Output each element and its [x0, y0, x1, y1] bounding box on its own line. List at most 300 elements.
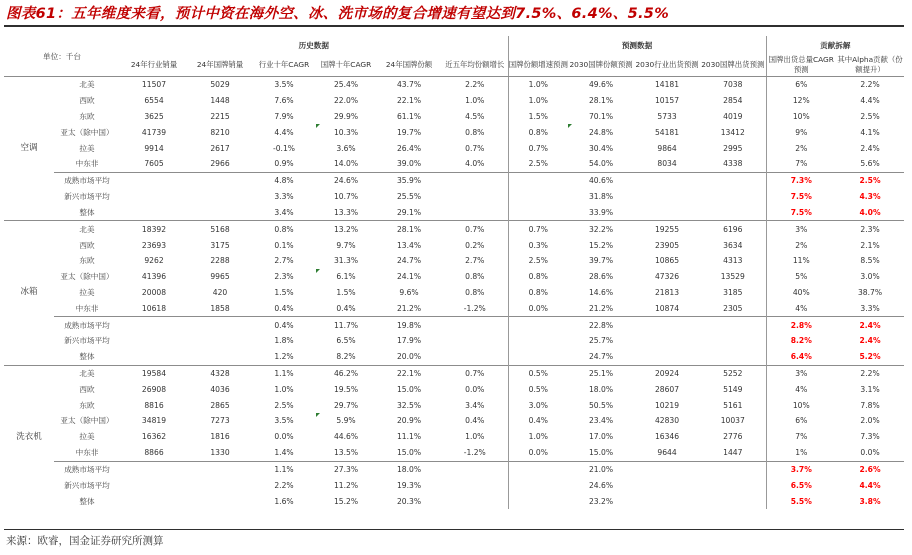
table-cell: 9644: [657, 448, 677, 458]
table-cell: 54181: [654, 127, 680, 137]
table-cell: 9%: [766, 124, 836, 140]
table-cell: 16346: [654, 432, 680, 442]
table-cell: 28.1%: [588, 96, 614, 106]
table-cell: 1.4%: [274, 448, 294, 458]
table-cell: 14.6%: [588, 287, 614, 297]
table-cell: 11.2%: [333, 480, 359, 490]
table-cell: 2.4%: [860, 143, 880, 153]
table-cell: 3.4%: [465, 400, 485, 410]
table-cell: 0.5%: [508, 381, 568, 397]
table-cell: 2.8%: [766, 317, 836, 333]
table-cell: 24.7%: [588, 352, 614, 362]
table-cell: 3.5%: [252, 77, 316, 93]
table-cell: 10%: [766, 397, 836, 413]
table-cell: 10618: [141, 303, 167, 313]
table-cell: 35.9%: [376, 172, 442, 188]
table-cell: 2.4%: [859, 336, 881, 346]
table-cell: 7%: [766, 156, 836, 172]
table-cell: [700, 189, 766, 205]
table-cell: 39.7%: [588, 256, 614, 266]
table-cell: 30.4%: [588, 143, 614, 153]
table-cell: 7273: [210, 416, 230, 426]
table-cell: 7038: [700, 77, 766, 93]
table-cell: 15.0%: [588, 448, 614, 458]
table-cell: 5161: [723, 400, 743, 410]
table-cell: 40%: [766, 285, 836, 301]
table-cell: -1.2%: [463, 303, 486, 313]
table-row: [4, 365, 904, 381]
table-cell: 4036: [210, 384, 230, 394]
table-cell: [188, 189, 252, 205]
table-cell: 0.4%: [252, 317, 316, 333]
table-cell: 2.5%: [836, 172, 904, 188]
table-cell: [508, 477, 568, 493]
table-cell: 14.0%: [333, 159, 359, 169]
table-cell: 0.8%: [252, 221, 316, 237]
table-cell: 10037: [720, 416, 745, 426]
table-cell: 22.1%: [396, 96, 422, 106]
table-cell: [700, 172, 766, 188]
table-cell: 6.1%: [316, 269, 376, 285]
table-cell: 2.4%: [836, 317, 904, 333]
table-cell: 5252: [700, 365, 766, 381]
table-cell: [634, 172, 700, 188]
table-cell: 0.5%: [508, 365, 568, 381]
region-label: 中东非: [75, 159, 99, 169]
table-cell: 4.0%: [465, 159, 485, 169]
table-cell: 2.0%: [860, 416, 880, 426]
region-label: 拉美: [79, 287, 95, 297]
table-cell: 0.7%: [442, 365, 508, 381]
table-cell: 4328: [188, 365, 252, 381]
table-cell: 20008: [141, 287, 167, 297]
title-rule: [4, 25, 904, 27]
summary-row: [4, 493, 904, 509]
table-cell: 2995: [723, 143, 743, 153]
region-label: 亚太（除中国）: [60, 272, 114, 282]
table-cell: 1.5%: [274, 287, 294, 297]
table-cell: 1.0%: [465, 432, 485, 442]
table-cell: 40.6%: [568, 172, 634, 188]
table-cell: 1330: [210, 448, 230, 458]
table-cell: 70.1%: [588, 112, 614, 122]
table-cell: [442, 317, 508, 333]
table-cell: 42830: [654, 416, 680, 426]
table-cell: 1.0%: [508, 77, 568, 93]
table-cell: 21.0%: [568, 461, 634, 477]
table-cell: 19.7%: [396, 127, 422, 137]
table-cell: 23693: [141, 240, 167, 250]
table-cell: 0.9%: [274, 159, 294, 169]
table-cell: 6%: [766, 77, 836, 93]
table-cell: [442, 493, 508, 509]
table-cell: 29.9%: [333, 112, 359, 122]
table-cell: 3.4%: [274, 207, 294, 217]
region-label: 北美: [54, 365, 120, 381]
table-cell: 10.3%: [316, 124, 376, 140]
table-cell: 18392: [120, 221, 188, 237]
table-cell: [120, 461, 188, 477]
table-cell: 2854: [723, 96, 743, 106]
table-cell: 12%: [766, 93, 836, 109]
table-cell: 39.0%: [396, 159, 422, 169]
table-cell: 24.1%: [396, 272, 422, 282]
table-row: [4, 413, 904, 429]
table-cell: 1.5%: [508, 109, 568, 125]
summary-row: [4, 189, 904, 205]
table-cell: -0.1%: [272, 143, 296, 153]
table-cell: [508, 333, 568, 349]
table-cell: 3.3%: [860, 303, 880, 313]
category-label: 空调: [4, 77, 54, 221]
table-cell: 3.1%: [860, 384, 880, 394]
table-cell: 11.7%: [316, 317, 376, 333]
table-cell: 15.0%: [396, 384, 422, 394]
table-cell: 2%: [766, 237, 836, 253]
table-cell: 1.0%: [508, 429, 568, 445]
column-header: 近五年均份额增长: [442, 54, 508, 77]
group-header-historical: 历史数据: [298, 40, 329, 50]
table-cell: 33.9%: [588, 207, 614, 217]
region-label: 西欧: [79, 96, 95, 106]
table-cell: 7.5%: [766, 189, 836, 205]
table-row: [4, 221, 904, 237]
table-cell: 28.6%: [588, 272, 614, 282]
table-cell: 2.5%: [508, 156, 568, 172]
table-cell: 4.4%: [860, 96, 880, 106]
table-cell: 19.8%: [376, 317, 442, 333]
region-label: 拉美: [79, 143, 95, 153]
table-cell: 20.9%: [396, 416, 422, 426]
table-row: [4, 445, 904, 461]
table-cell: 20.0%: [396, 352, 422, 362]
table-cell: 0.8%: [465, 272, 485, 282]
table-cell: [188, 172, 252, 188]
table-cell: 26.4%: [396, 143, 422, 153]
table-cell: 19255: [634, 221, 700, 237]
table-cell: 10.7%: [333, 192, 359, 202]
table-cell: 13.3%: [333, 207, 359, 217]
table-cell: 0.1%: [274, 240, 294, 250]
table-cell: 9262: [144, 256, 164, 266]
table-cell: 8816: [144, 400, 164, 410]
table-cell: 0.0%: [274, 432, 294, 442]
table-cell: 44.6%: [333, 432, 359, 442]
table-cell: 5029: [188, 77, 252, 93]
table-cell: 1448: [210, 96, 230, 106]
table-cell: [442, 172, 508, 188]
table-cell: 1447: [723, 448, 743, 458]
region-label: 北美: [54, 77, 120, 93]
table-cell: 0.7%: [442, 221, 508, 237]
table-cell: [120, 477, 188, 493]
table-cell: 0.0%: [508, 300, 568, 316]
table-cell: 13.2%: [316, 221, 376, 237]
table-row: [4, 93, 904, 109]
table-cell: 31.8%: [588, 192, 614, 202]
table-cell: 3.8%: [859, 496, 881, 506]
category-label: 洗衣机: [4, 365, 54, 509]
table-cell: [634, 477, 700, 493]
table-cell: 1858: [210, 303, 230, 313]
table-cell: 4.3%: [859, 192, 881, 202]
table-cell: 22.1%: [376, 365, 442, 381]
table-cell: 3.5%: [274, 416, 294, 426]
table-cell: 0.0%: [508, 445, 568, 461]
table-cell: [634, 333, 700, 349]
table-row: [4, 156, 904, 172]
table-cell: 3.0%: [508, 397, 568, 413]
summary-label: 成熟市场平均: [54, 172, 120, 188]
table-cell: [188, 349, 252, 365]
table-cell: 23.2%: [588, 496, 614, 506]
column-header: 2030行业出货预测: [634, 54, 700, 77]
table-cell: 2.7%: [465, 256, 485, 266]
table-cell: 2776: [723, 432, 743, 442]
table-cell: 5149: [723, 384, 743, 394]
table-cell: 29.1%: [396, 207, 422, 217]
summary-label: 新兴市场平均: [64, 480, 110, 490]
table-cell: 0.4%: [508, 413, 568, 429]
table-cell: 0.8%: [465, 287, 485, 297]
summary-row: [4, 349, 904, 365]
group-header-contribution: 贡献拆解: [766, 36, 904, 54]
table-cell: 5.2%: [859, 352, 881, 362]
table-cell: 4338: [723, 159, 743, 169]
table-cell: [442, 349, 508, 365]
table-cell: 0.7%: [465, 143, 485, 153]
region-label: 东欧: [79, 400, 95, 410]
table-cell: 4%: [766, 381, 836, 397]
table-cell: 54.0%: [588, 159, 614, 169]
table-cell: 1.6%: [274, 496, 294, 506]
table-cell: 21813: [654, 287, 680, 297]
table-cell: 8866: [144, 448, 164, 458]
table-cell: 4313: [723, 256, 743, 266]
table-cell: 0.2%: [465, 240, 485, 250]
source-rule: [4, 529, 904, 530]
table-cell: 10219: [654, 400, 680, 410]
table-cell: 7%: [766, 429, 836, 445]
summary-row: [4, 333, 904, 349]
table-cell: 8.2%: [336, 352, 356, 362]
table-cell: 5.6%: [860, 159, 880, 169]
region-label: 西欧: [79, 384, 95, 394]
table-cell: 3.7%: [766, 461, 836, 477]
table-row: [4, 253, 904, 269]
table-cell: 3634: [723, 240, 743, 250]
region-label: 亚太（除中国）: [60, 416, 114, 426]
table-cell: [508, 205, 568, 221]
table-cell: 21.2%: [396, 303, 422, 313]
table-cell: 18.0%: [588, 384, 614, 394]
summary-label: 整体: [79, 207, 95, 217]
table-cell: [634, 205, 700, 221]
table-cell: 46.2%: [316, 365, 376, 381]
category-label: 冰箱: [4, 221, 54, 365]
table-cell: 1.2%: [274, 352, 294, 362]
column-header: 国牌十年CAGR: [316, 54, 376, 77]
table-cell: 5.9%: [316, 413, 376, 429]
table-cell: 0.4%: [274, 303, 294, 313]
summary-row: [4, 205, 904, 221]
table-cell: [508, 349, 568, 365]
table-cell: 24.6%: [316, 172, 376, 188]
table-cell: 50.5%: [588, 400, 614, 410]
table-cell: 25.5%: [396, 192, 422, 202]
table-cell: 0.8%: [465, 127, 485, 137]
table-cell: 61.1%: [396, 112, 422, 122]
table-cell: 41739: [141, 127, 167, 137]
table-cell: 7.8%: [860, 400, 880, 410]
table-row: [4, 269, 904, 285]
table-cell: 2%: [766, 140, 836, 156]
table-cell: 28607: [654, 384, 680, 394]
summary-row: [4, 317, 904, 333]
table-cell: 0.4%: [465, 416, 485, 426]
region-label: 北美: [54, 221, 120, 237]
table-cell: 0.0%: [465, 384, 485, 394]
table-cell: [188, 205, 252, 221]
table-cell: 10865: [654, 256, 680, 266]
table-cell: 14181: [634, 77, 700, 93]
table-cell: [188, 317, 252, 333]
region-label: 东欧: [79, 112, 95, 122]
table-cell: 38.7%: [857, 287, 883, 297]
table-cell: [700, 477, 766, 493]
table-row: [4, 285, 904, 301]
summary-label: 新兴市场平均: [64, 192, 110, 202]
table-cell: 8210: [210, 127, 230, 137]
table-cell: [634, 349, 700, 365]
table-cell: 9965: [210, 272, 230, 282]
table-cell: 25.4%: [316, 77, 376, 93]
table-cell: 2.2%: [836, 365, 904, 381]
source-note: 来源：欧睿，国金证券研究所测算: [6, 535, 164, 547]
region-label: 拉美: [79, 432, 95, 442]
table-cell: [700, 461, 766, 477]
table-cell: 21.2%: [588, 303, 614, 313]
table-cell: [188, 461, 252, 477]
table-cell: 29.7%: [333, 400, 359, 410]
table-cell: 4019: [723, 112, 743, 122]
table-cell: 2305: [723, 303, 743, 313]
table-cell: 49.6%: [568, 77, 634, 93]
table-cell: [120, 333, 188, 349]
region-label: 中东非: [75, 448, 99, 458]
table-cell: 16362: [141, 432, 167, 442]
group-header-forecast: 预测数据: [508, 36, 766, 54]
region-label: 中东非: [75, 303, 99, 313]
table-cell: 6.5%: [766, 477, 836, 493]
table-cell: 3%: [766, 221, 836, 237]
table-cell: [508, 172, 568, 188]
summary-label: 成熟市场平均: [54, 317, 120, 333]
table-cell: 1.0%: [465, 96, 485, 106]
table-cell: [700, 317, 766, 333]
table-cell: 3.6%: [336, 143, 356, 153]
table-cell: 6.4%: [766, 349, 836, 365]
table-cell: 2215: [210, 112, 230, 122]
table-cell: 25.1%: [568, 365, 634, 381]
table-cell: 2617: [210, 143, 230, 153]
table-cell: 7.6%: [274, 96, 294, 106]
table-cell: 1.8%: [274, 336, 294, 346]
table-cell: 2.5%: [860, 112, 880, 122]
column-header: 2030国牌出货预测: [700, 54, 766, 77]
table-cell: 20.3%: [396, 496, 422, 506]
table-cell: 24.6%: [588, 480, 614, 490]
table-cell: 7.3%: [766, 172, 836, 188]
table-cell: 11507: [120, 77, 188, 93]
table-cell: 2966: [210, 159, 230, 169]
table-cell: [634, 461, 700, 477]
table-cell: 2.1%: [860, 240, 880, 250]
table-cell: 26908: [141, 384, 167, 394]
table-cell: 9.7%: [336, 240, 356, 250]
table-cell: 3%: [766, 365, 836, 381]
figure-title: 图表61：五年维度来看，预计中资在海外空、冰、洗市场的复合增速有望达到7.5%、6.4%、5.5%: [6, 6, 670, 22]
table-cell: 0.8%: [508, 285, 568, 301]
summary-row: [4, 172, 904, 188]
table-cell: 3.3%: [274, 192, 294, 202]
table-cell: 420: [212, 287, 228, 297]
summary-label: 新兴市场平均: [64, 336, 110, 346]
table-cell: [188, 493, 252, 509]
column-header: 国牌份额增速预测: [508, 54, 568, 77]
table-cell: 18.0%: [376, 461, 442, 477]
table-cell: [700, 205, 766, 221]
unit-label: 单位：千台: [43, 51, 81, 61]
table-cell: 1.0%: [508, 93, 568, 109]
table-cell: [188, 477, 252, 493]
table-cell: 43.7%: [376, 77, 442, 93]
table-cell: 4.4%: [859, 480, 881, 490]
table-cell: 2.2%: [274, 480, 294, 490]
table-cell: 2.2%: [836, 77, 904, 93]
table-row: [4, 237, 904, 253]
table-cell: 11%: [766, 253, 836, 269]
table-cell: 0.7%: [508, 221, 568, 237]
table-cell: [442, 461, 508, 477]
table-cell: 2865: [210, 400, 230, 410]
table-cell: 19.3%: [396, 480, 422, 490]
table-cell: 4.1%: [860, 127, 880, 137]
table-cell: 8034: [657, 159, 677, 169]
table-cell: 17.9%: [396, 336, 422, 346]
table-cell: 23905: [654, 240, 680, 250]
table-row: [4, 300, 904, 316]
table-cell: [634, 317, 700, 333]
table-cell: 19.5%: [333, 384, 359, 394]
table-row: [4, 109, 904, 125]
table-cell: [508, 493, 568, 509]
table-cell: 23.4%: [588, 416, 614, 426]
table-cell: [120, 205, 188, 221]
table-cell: [120, 189, 188, 205]
column-header: 24年国牌份额: [376, 54, 442, 77]
table-cell: 5733: [657, 112, 677, 122]
table-cell: 13412: [720, 127, 745, 137]
table-cell: 4.5%: [465, 112, 485, 122]
table-cell: [120, 172, 188, 188]
table-cell: 3185: [723, 287, 743, 297]
table-cell: 1%: [766, 445, 836, 461]
table-cell: 5%: [766, 269, 836, 285]
table-cell: 27.3%: [316, 461, 376, 477]
table-cell: 4.4%: [274, 127, 294, 137]
table-cell: 10157: [654, 96, 680, 106]
